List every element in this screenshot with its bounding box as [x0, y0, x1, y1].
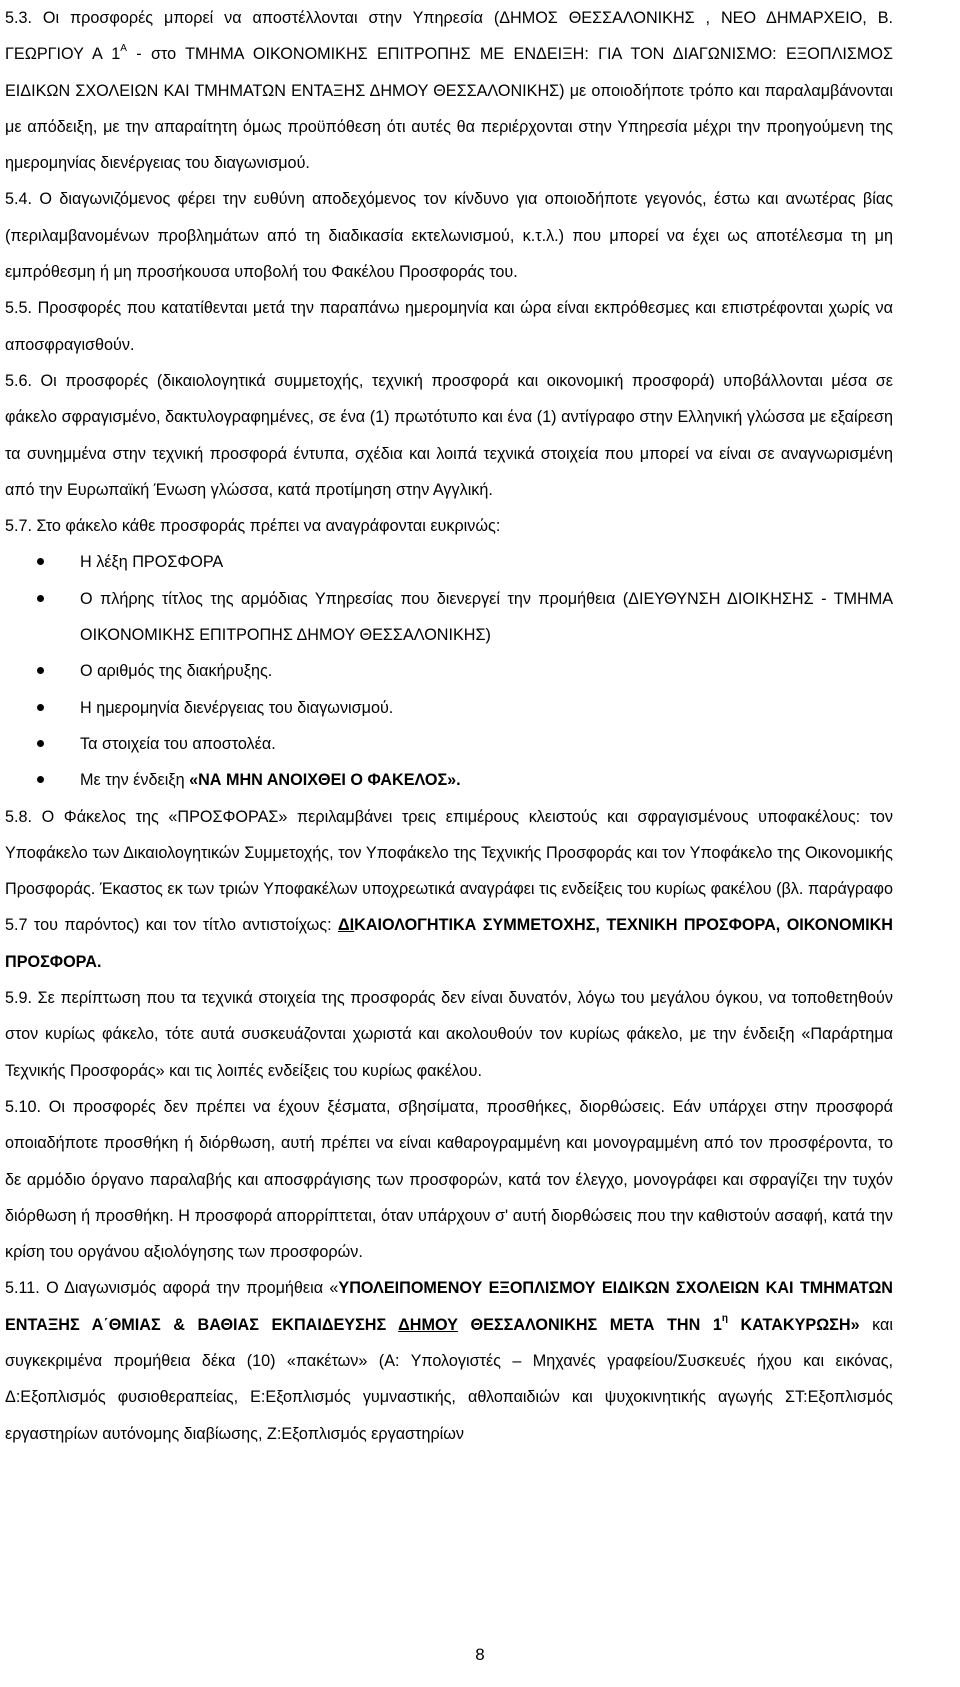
bullet-item — [5, 762, 893, 798]
bullet-item — [5, 653, 893, 689]
paragraph-5-8 — [5, 799, 893, 980]
bullet-item — [5, 690, 893, 726]
bullet-icon — [5, 653, 80, 689]
paragraph-5-11-bold-b: ΘΕΣΣΑΛΟΝΙΚΗΣ ΜΕΤΑ ΤΗΝ 1 — [457, 1315, 722, 1334]
bullet-text: Τα στοιχεία του αποστολέα. — [80, 734, 276, 753]
bullet-icon — [5, 726, 80, 762]
paragraph-5-3-text-a: 5.3. Οι προσφορές μπορεί να αποστέλλονται στην Υπηρεσία (ΔΗΜΟΣ ΘΕΣΣΑΛΟΝΙΚΗΣ , ΝΕΟ ΔΗΜΑΡΧΕΙΟ, Β. ΓΕΩΡΓΙΟΥ Α 1 — [5, 9, 893, 64]
paragraph-5-11 — [5, 1270, 893, 1451]
paragraph-5-11-text-b: και συγκεκριμένα προμήθεια δέκα (10) «πακέτων» (Α: Υπολογιστές – Μηχανές γραφείου/Συσκευές ήχου και εικόνας, Δ:Εξοπλισμός φυσιοθεραπείας, Ε:Εξοπλισμός γυμναστικής, αθλοπαιδιών και ψυχοκινητικής αγωγής ΣΤ:Εξοπλισμός εργαστηρίων αυτόνομης διαβίωσης, Ζ:Εξοπλισμός εργαστηρίων — [5, 1315, 893, 1443]
paragraph-5-11-bold-c: ΚΑΤΑΚΥΡΩΣΗ» — [727, 1315, 860, 1334]
paragraph-5-7: 5.7. Στο φάκελο κάθε προσφοράς πρέπει να αναγράφονται ευκρινώς: — [5, 517, 501, 536]
document-page — [5, 0, 893, 1452]
bullet-text-plain: Με την ένδειξη — [80, 771, 190, 790]
paragraph-5-10: 5.10. Οι προσφορές δεν πρέπει να έχουν ξέσματα, σβησίματα, προσθήκες, διορθώσεις. Εάν υπάρχει στην προσφορά οποιαδήποτε προσθήκη ή διόρθωση, αυτή πρέπει να είναι καθαρογραμμένη και μονογραμμένη από τον προσφέροντα, το δε αρμόδιο όργανο παραλαβής και αποσφράγισης των προσφορών, κατά τον έλεγχο, μονογράφει και σφραγίζει την τυχόν διόρθωση ή προσθήκη. Η προσφορά απορρίπτεται, όταν υπάρχουν σ' αυτή διορθώσεις που την καθιστούν ασαφή, κατά την κρίση του οργάνου αξιολόγησης των προσφορών. — [5, 1097, 893, 1262]
bullet-text-bold: «ΝΑ ΜΗΝ ΑΝΟΙΧΘΕΙ Ο ΦΑΚΕΛΟΣ». — [189, 771, 461, 790]
bullet-icon — [5, 544, 80, 580]
paragraph-5-9: 5.9. Σε περίπτωση που τα τεχνικά στοιχεία της προσφοράς δεν είναι δυνατόν, λόγω του μεγάλου όγκου, να τοποθετηθούν στον κυρίως φάκελο, τότε αυτά συσκευάζονται χωριστά και ακολουθούν τον κυρίως φάκελο, με την ένδειξη «Παράρτημα Τεχνικής Προσφοράς» και τις λοιπές ενδείξεις του κυρίως φακέλου. — [5, 989, 893, 1080]
paragraph-5-8-bold: ΚΑΙΟΛΟΓΗΤΙΚΑ ΣΥΜΜΕΤΟΧΗΣ, ΤΕΧΝΙΚΗ ΠΡΟΣΦΟΡΑ, ΟΙΚΟΝΟΜΙΚΗ ΠΡΟΣΦΟΡΑ. — [5, 916, 893, 971]
paragraph-5-3 — [5, 0, 893, 181]
bullet-text: Ο πλήρης τίτλος της αρμόδιας Υπηρεσίας που διενεργεί την προμήθεια (ΔΙΕΥΘΥΝΣΗ ΔΙΟΙΚΗΣΗΣ - ΤΜΗΜΑ ΟΙΚΟΝΟΜΙΚΗΣ ΕΠΙΤΡΟΠΗΣ ΔΗΜΟΥ ΘΕΣΣΑΛΟΝΙΚΗΣ) — [80, 589, 893, 645]
paragraph-5-11-text-a: 5.11. Ο Διαγωνισμός αφορά την προμήθεια « — [5, 1279, 339, 1298]
paragraph-5-6: 5.6. Οι προσφορές (δικαιολογητικά συμμετοχής, τεχνική προσφορά και οικονομική προσφορά) υποβάλλονται μέσα σε φάκελο σφραγισμένο, δακτυλογραφημένες, σε ένα (1) πρωτότυπο και ένα (1) αντίγραφο στην Ελληνική γλώσσα με εξαίρεση τα συνημμένα στην τεχνική προσφορά έντυπα, σχέδια και λοιπά τεχνικά στοιχεία που μπορεί να είναι σε αναγνωρισμένη από την Ευρωπαϊκή Ένωση γλώσσα, κατά προτίμηση στην Αγγλική. — [5, 371, 893, 499]
paragraph-5-4: 5.4. Ο διαγωνιζόμενος φέρει την ευθύνη αποδεχόμενος τον κίνδυνο για οποιοδήποτε γεγονός, έστω και ανωτέρας βίας (περιλαμβανομένων προβλημάτων από τη διαδικασία εκτελωνισμού, κ.τ.λ.) που μπορεί να έχει ως αποτέλεσμα τη μη εμπρόθεσμη ή μη προσήκουσα υποβολή του Φακέλου Προσφοράς του. — [5, 190, 893, 282]
superscript-eta: η — [721, 1313, 728, 1325]
bullet-item — [5, 726, 893, 762]
superscript-a: Α — [120, 42, 127, 54]
bullet-text: Ο αριθμός της διακήρυξης. — [80, 662, 273, 681]
page-number: 8 — [475, 1645, 485, 1664]
bullet-text: Η ημερομηνία διενέργειας του διαγωνισμού. — [80, 698, 394, 717]
bullet-text: Η λέξη ΠΡΟΣΦΟΡΑ — [80, 553, 224, 572]
paragraph-5-11-underlined: ΔΗΜΟΥ — [398, 1315, 458, 1334]
paragraph-5-11-bold-a: ΥΠΟΛΕΙΠΟΜΕΝΟΥ ΕΞΟΠΛΙΣΜΟΥ ΕΙΔΙΚΩΝ ΣΧΟΛΕΙΩΝ ΚΑΙ ΤΜΗΜΑΤΩΝ ΕΝΤΑΞΗΣ Α΄ΘΜΙΑΣ & ΒΑΘΙΑΣ ΕΚΠΑΙΔΕΥΣΗΣ — [5, 1279, 893, 1334]
bullet-icon — [5, 581, 80, 617]
bullet-icon — [5, 762, 80, 798]
bullet-item — [5, 544, 893, 580]
bullet-item — [5, 581, 893, 654]
bullet-text — [80, 762, 893, 798]
paragraph-5-8-underlined: ΔΙ — [338, 916, 355, 935]
bullet-icon — [5, 690, 80, 726]
paragraph-5-3-text-b: - στο ΤΜΗΜΑ ΟΙΚΟΝΟΜΙΚΗΣ ΕΠΙΤΡΟΠΗΣ ΜΕ ΕΝΔΕΙΞΗ: ΓΙΑ ΤΟΝ ΔΙΑΓΩΝΙΣΜΟ: ΕΞΟΠΛΙΣΜΟΣ ΕΙΔΙΚΩΝ ΣΧΟΛΕΙΩΝ ΚΑΙ ΤΜΗΜΑΤΩΝ ΕΝΤΑΞΗΣ ΔΗΜΟΥ ΘΕΣΣΑΛΟΝΙΚΗΣ) με οποιοδήποτε τρόπο και παραλαμβάνονται με απόδειξη, με την απαραίτητη όμως προϋπόθεση ότι αυτές θα περιέρχονται στην Υπηρεσία μέχρι την προηγούμενη της ημερομηνίας διενέργειας του διαγωνισμού. — [5, 45, 893, 173]
paragraph-5-8-text: 5.8. Ο Φάκελος της «ΠΡΟΣΦΟΡΑΣ» περιλαμβάνει τρεις επιμέρους κλειστούς και σφραγισμένους υποφακέλους: τον Υποφάκελο των Δικαιολογητικών Συμμετοχής, τον Υποφάκελο της Τεχνικής Προσφοράς και τον Υποφάκελο της Οικονομικής Προσφοράς. Έκαστος εκ των τριών Υποφακέλων υποχρεωτικά αναγράφει τις ενδείξεις του κυρίως φακέλου (βλ. παράγραφο 5.7 του παρόντος) και τον τίτλο αντιστοίχως: — [5, 807, 893, 935]
paragraph-5-5: 5.5. Προσφορές που κατατίθενται μετά την παραπάνω ημερομηνία και ώρα είναι εκπρόθεσμες και επιστρέφονται χωρίς να αποσφραγισθούν. — [5, 299, 893, 354]
